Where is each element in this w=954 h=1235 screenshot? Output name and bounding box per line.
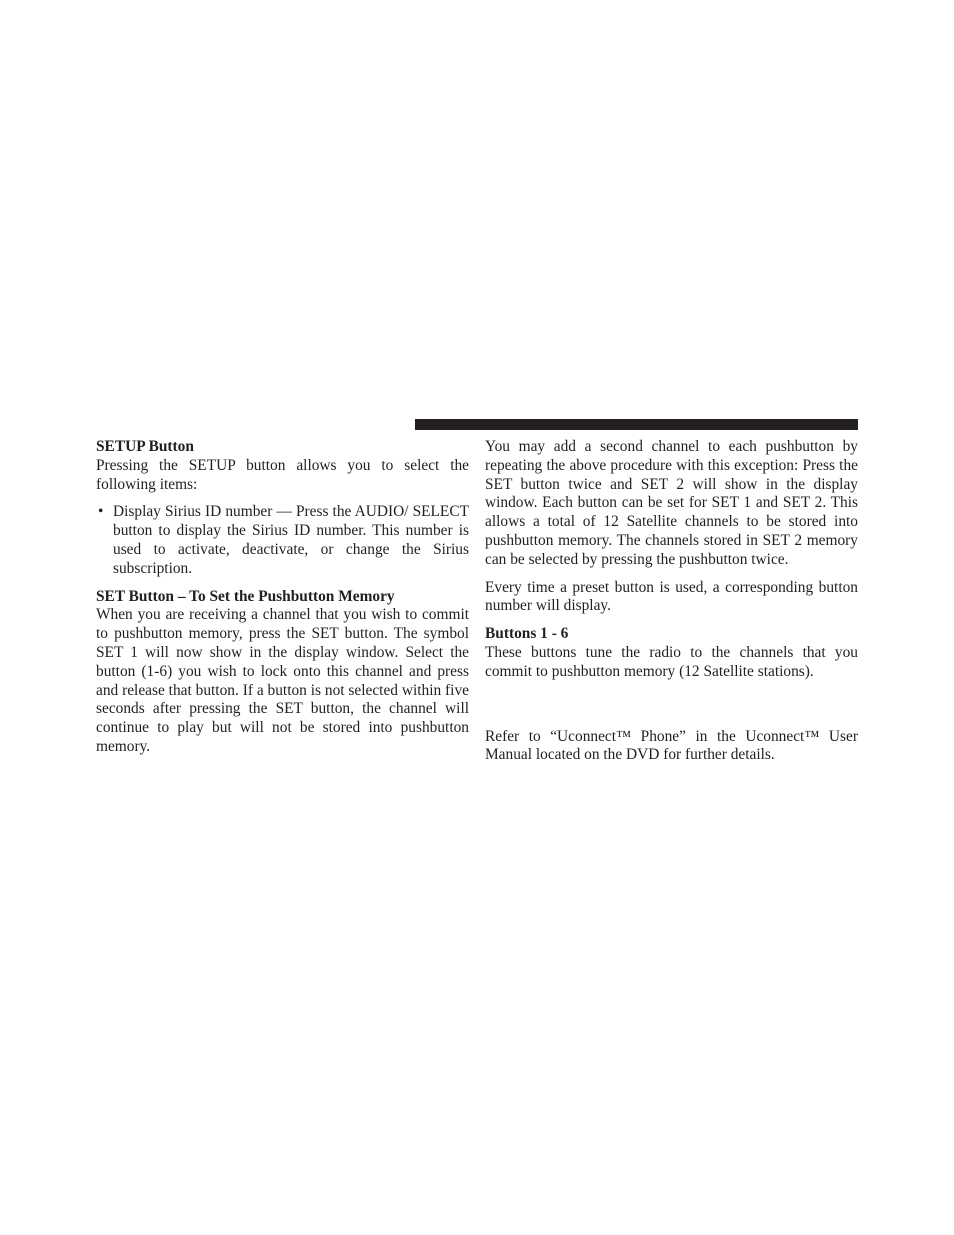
- buttons-1-6-paragraph: These buttons tune the radio to the channels that you commit to pushbutton memory (12 Satellite stations).: [485, 643, 858, 680]
- setup-items-list: [96, 503, 469, 578]
- right-column: [485, 438, 858, 774]
- buttons-1-6-heading: Buttons 1 - 6: [485, 625, 569, 643]
- list-item-text: Display Sirius ID number — Press the AUDIO/ SELECT button to display the Sirius ID number. This number is used to activate, deactivate, or change the Sirius subscription.: [113, 503, 469, 577]
- section-spacer: [485, 691, 858, 728]
- list-item: [96, 503, 469, 578]
- bullet-dot-icon: •: [98, 503, 104, 521]
- preset-paragraph: Every time a preset button is used, a corresponding button number will display.: [485, 578, 858, 615]
- set-button-heading: SET Button – To Set the Pushbutton Memory: [96, 587, 395, 605]
- uconnect-reference-paragraph: Refer to “Uconnect™ Phone” in the Uconnect™ User Manual located on the DVD for further details.: [485, 727, 858, 764]
- set-button-paragraph: When you are receiving a channel that you wish to commit to pushbutton memory, press the SET button. The symbol SET 1 will now show in the display window. Select the button (1-6) you wish to lock onto this channel and press and release that button. If a button is not selected within five seconds after pressing the SET button, the channel will continue to play but will not be stored into pushbutton memory.: [96, 606, 469, 755]
- setup-button-heading: SETUP Button: [96, 438, 194, 455]
- left-column: [96, 438, 469, 766]
- setup-button-paragraph: Pressing the SETUP button allows you to select the following items:: [96, 456, 469, 493]
- second-channel-paragraph: You may add a second channel to each pushbutton by repeating the above procedure with this exception: Press the SET button twice and SET 2 will show in the display window. Each button can be set for SET 1 and SET 2. This allows a total of 12 Satellite channels to be stored into pushbutton memory. The channels stored in SET 2 memory can be selected by pressing the pushbutton twice.: [485, 438, 858, 568]
- section-header-bar: [415, 419, 858, 430]
